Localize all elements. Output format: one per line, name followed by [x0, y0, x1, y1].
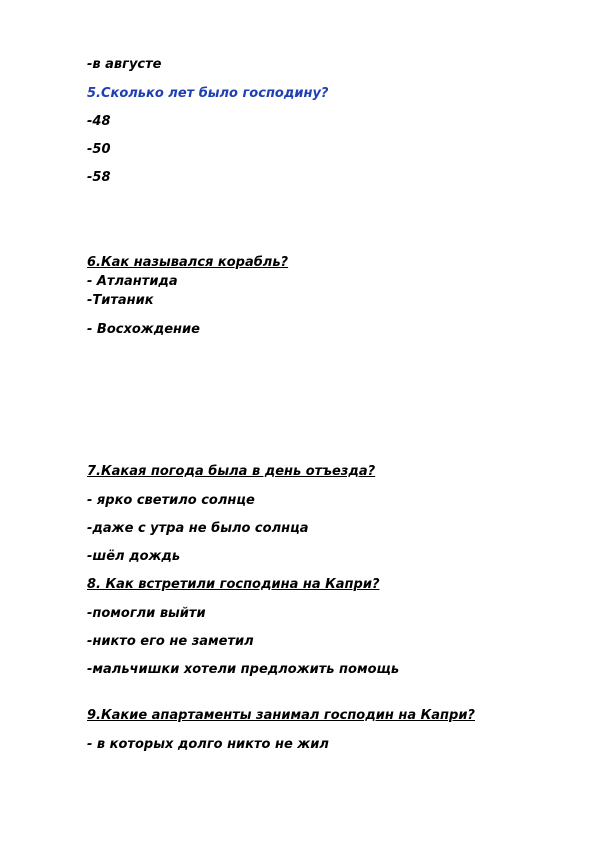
question-6: 6.Как назывался корабль? — [87, 255, 289, 270]
answer-line: - Восхождение — [87, 322, 200, 337]
question-9: 9.Какие апартаменты занимал господин на Капри? — [87, 708, 475, 723]
answer-line: -даже с утра не было солнца — [87, 521, 309, 536]
answer-line: -Титаник — [87, 293, 154, 308]
question-5: 5.Сколько лет было господину? — [87, 86, 329, 101]
answer-line: -50 — [87, 142, 111, 157]
answer-line: -шёл дождь — [87, 549, 181, 564]
answer-line: - Атлантида — [87, 274, 178, 289]
answer-line: -никто его не заметил — [87, 634, 254, 649]
answer-line: -48 — [87, 114, 111, 129]
answer-line: -58 — [87, 170, 111, 185]
answer-line: -помогли выйти — [87, 606, 206, 621]
answer-line: -мальчишки хотели предложить помощь — [87, 662, 400, 677]
question-8: 8. Как встретили господина на Капри? — [87, 577, 380, 592]
question-7: 7.Какая погода была в день отъезда? — [87, 464, 376, 479]
answer-line: -в августе — [87, 57, 162, 72]
answer-line: - ярко светило солнце — [87, 493, 255, 508]
answer-line: - в которых долго никто не жил — [87, 737, 329, 752]
